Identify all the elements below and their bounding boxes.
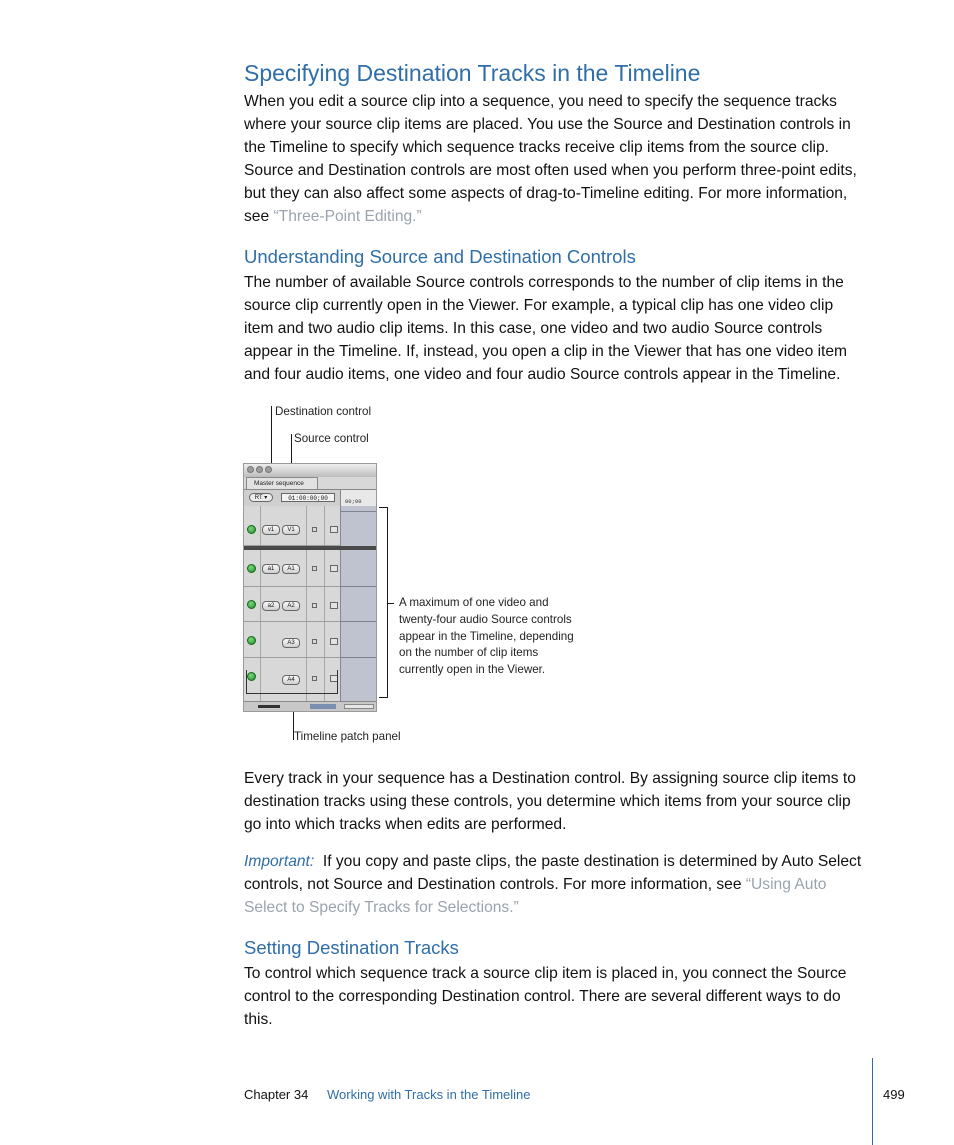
auto-select-icon[interactable] <box>330 638 338 645</box>
track-area[interactable] <box>340 506 377 701</box>
intro-paragraph <box>244 90 880 228</box>
text-line: and four audio items, one video and four audio Source controls appear in the Timeline. <box>244 366 841 383</box>
text-line: but they can also affect some aspects of drag-to-Timeline editing. For more information, <box>244 185 848 202</box>
timeline-screenshot <box>243 463 377 712</box>
time-ruler[interactable] <box>340 490 377 506</box>
text-line: this. <box>244 1011 273 1028</box>
page-title: Specifying Destination Tracks in the Timeline <box>244 60 701 86</box>
text-line: control to the corresponding Destination control. There are several different ways to do <box>244 988 841 1005</box>
column-separator <box>306 506 307 701</box>
track-separator <box>244 545 340 546</box>
bracket-bottom <box>379 697 388 698</box>
auto-select-icon[interactable] <box>330 602 338 609</box>
text-line: on the number of clip items <box>399 646 539 660</box>
text-line: To control which sequence track a source clip item is placed in, you connect the Source <box>244 965 847 982</box>
track-audio-visibility-icon[interactable] <box>247 600 256 609</box>
destination-control-a2[interactable]: a2 <box>262 601 280 611</box>
track-separator <box>244 621 340 622</box>
text-line: source clip currently open in the Viewer. For example, a typical clip has one video clip <box>244 297 834 314</box>
lock-icon[interactable] <box>312 603 317 608</box>
column-separator <box>260 506 261 701</box>
text-line: destination tracks using these controls, you determine which items from your source clip <box>244 793 851 810</box>
lock-icon[interactable] <box>312 527 317 532</box>
track-separator <box>244 586 340 587</box>
text-line: appear in the Timeline, depending <box>399 629 574 643</box>
setting-paragraph <box>244 962 880 1031</box>
text-line: When you edit a source clip into a sequence, you need to specify the sequence tracks <box>244 93 837 110</box>
track-separator <box>340 511 377 512</box>
text-line: If you copy and paste clips, the paste destination is determined by Auto Select <box>322 853 862 870</box>
text-line: twenty-four audio Source controls <box>399 612 572 626</box>
timeline-bottom-bar <box>244 701 377 712</box>
track-separator <box>244 657 340 658</box>
section-heading-understanding: Understanding Source and Destination Controls <box>244 246 636 267</box>
auto-select-link-continued[interactable]: Select to Specify Tracks for Selections.” <box>244 899 519 916</box>
window-titlebar <box>244 464 377 477</box>
text-line: controls, not Source and Destination controls. For more information, see <box>244 876 746 893</box>
patch-panel-callout: Timeline patch panel <box>294 730 401 743</box>
track-separator <box>340 621 377 622</box>
patch-bracket-left <box>246 670 247 694</box>
timecode-field[interactable]: 01:00:00;00 <box>281 493 335 502</box>
text-line: Every track in your sequence has a Destination control. By assigning source clip items to <box>244 770 856 787</box>
bracket-top <box>379 507 387 508</box>
sequence-tab[interactable]: Master sequence <box>246 477 318 489</box>
destination-control-v1[interactable]: v1 <box>262 525 280 535</box>
patch-bracket-right <box>337 670 338 694</box>
clip-overlay-controls[interactable] <box>310 704 336 709</box>
text-line: A maximum of one video and <box>399 596 549 609</box>
track-visibility-icon[interactable] <box>247 525 256 534</box>
track-audio-visibility-icon[interactable] <box>247 636 256 645</box>
text-line: The number of available Source controls corresponds to the number of clip items in the <box>244 274 844 291</box>
source-control-callout: Source control <box>294 432 369 445</box>
section-heading-setting: Setting Destination Tracks <box>244 937 459 958</box>
page-number: 499 <box>883 1087 905 1102</box>
text-line: see <box>244 208 274 225</box>
track-separator <box>340 657 377 658</box>
track-height-control[interactable] <box>258 705 280 708</box>
destination-paragraph <box>244 767 880 836</box>
source-control-a1[interactable]: A1 <box>282 564 300 574</box>
footer-divider <box>872 1058 873 1145</box>
track-audio-visibility-icon[interactable] <box>247 564 256 573</box>
text-line: where your source clip items are placed. You use the Source and Destination controls in <box>244 116 851 133</box>
footer-chapter-title: Working with Tracks in the Timeline <box>327 1087 531 1102</box>
zoom-icon[interactable] <box>265 466 272 473</box>
patch-bracket-bottom <box>246 693 338 694</box>
text-line: item and two audio clip items. In this case, one video and two audio Source controls <box>244 320 823 337</box>
text-line: appear in the Timeline. If, instead, you open a clip in the Viewer that has one video item <box>244 343 848 360</box>
source-control-v1[interactable]: V1 <box>282 525 300 535</box>
destination-control-a1[interactable]: a1 <box>262 564 280 574</box>
maximum-callout <box>399 595 599 679</box>
ruler-timecode: 00;00 <box>345 498 362 505</box>
video-audio-divider[interactable] <box>244 546 377 550</box>
text-line: the Timeline to specify which sequence tracks receive clip items from the source clip. <box>244 139 830 156</box>
bracket-pointer <box>387 603 394 604</box>
three-point-editing-link[interactable]: “Three-Point Editing.” <box>273 208 422 225</box>
rt-menu-button[interactable]: RT ▾ <box>249 493 273 502</box>
important-note <box>244 850 880 919</box>
auto-select-link[interactable]: “Using Auto <box>745 876 827 893</box>
lock-icon[interactable] <box>312 566 317 571</box>
text-line: Source and Destination controls are most often used when you perform three-point edits, <box>244 162 857 179</box>
source-control-a2[interactable]: A2 <box>282 601 300 611</box>
close-icon[interactable] <box>247 466 254 473</box>
understanding-paragraph <box>244 271 880 386</box>
destination-control-callout: Destination control <box>275 405 372 418</box>
text-line: currently open in the Viewer. <box>399 663 546 677</box>
column-separator <box>324 506 325 701</box>
important-label: Important: <box>244 853 315 870</box>
source-control-a3[interactable]: A3 <box>282 638 300 648</box>
auto-select-icon[interactable] <box>330 526 338 533</box>
auto-select-icon[interactable] <box>330 565 338 572</box>
lock-icon[interactable] <box>312 676 317 681</box>
footer-chapter: Chapter 34 <box>244 1087 309 1102</box>
source-control-a4[interactable]: A4 <box>282 675 300 685</box>
track-separator <box>340 586 377 587</box>
lock-icon[interactable] <box>312 639 317 644</box>
zoom-slider[interactable] <box>344 704 374 709</box>
text-line: go into which tracks when edits are performed. <box>244 816 567 833</box>
minimize-icon[interactable] <box>256 466 263 473</box>
track-audio-visibility-icon[interactable] <box>247 672 256 681</box>
